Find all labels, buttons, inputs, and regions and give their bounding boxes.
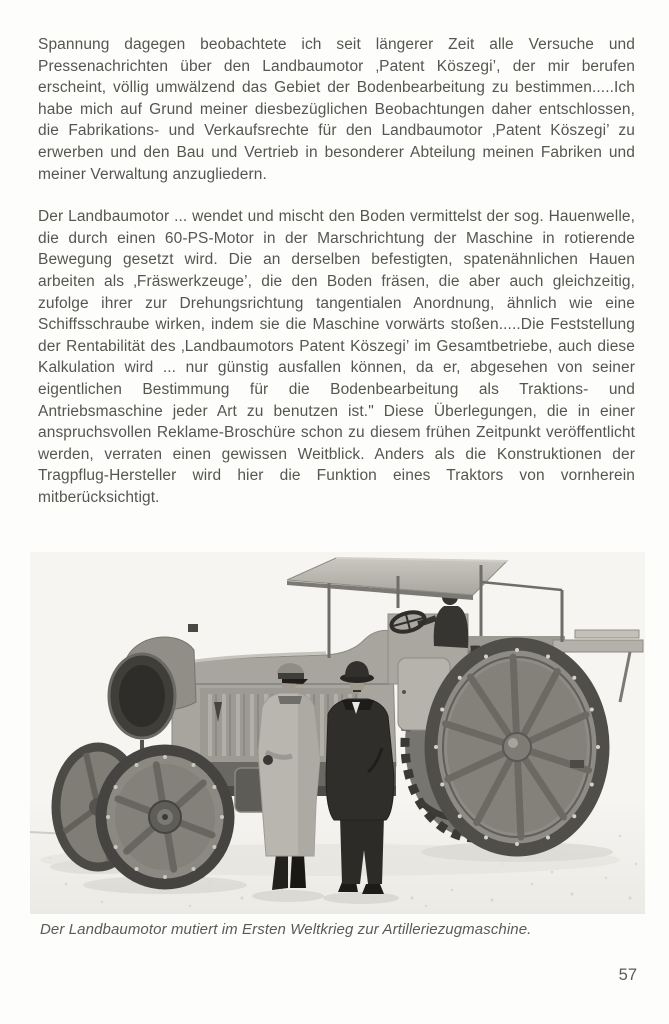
photo-figure <box>30 552 645 914</box>
paragraph-1: Spannung dagegen beobachtete ich seit längerer Zeit alle Versuche und Pressenachrichten über den Landbaumotor ‚Patent Köszegi’, der mir berufen erscheint, völlig umwälzend das Gebiet der Bodenbearbeitung zu bestimmen.....Ich habe mich auf Grund meiner diesbezüglichen Beobachtungen daher entschlossen, die Fabrikations- und Verkaufsrechte für den Landbaumotor ‚Patent Köszegi’ zu erwerben und den Bau und Vertrieb in besonderer Abteilung meinen Fabriken und meiner Verwaltung anzugliedern. <box>38 36 635 183</box>
tractor-photo <box>30 552 645 914</box>
body-text <box>38 34 635 529</box>
near-front-wheel <box>101 750 229 884</box>
rear-wheel <box>431 644 603 850</box>
paragraph-2: Der Landbaumotor ... wendet und mischt den Boden vermittelst der sog. Hauenwelle, die durch einen 60-PS-Motor in der Marschrichtung der Maschine in rotierende Bewegung gesetzt wird. Die an derselben befestigten, spatenähnlichen Hauen arbeiten als ‚Fräswerkzeuge’, die den Boden fräsen, die aber auch gleichzeitig, zufolge ihrer zur Drehungsrichtung tangentialen Anordnung, ähnlich wie eine Schiffsschraube wirken, indem sie die Maschine vorwärts stoßen.....Die Feststellung der Rentabilität des ‚Landbaumotors Patent Köszegi’ im Gesamtbetriebe, auch diese Kalkulation wird ... nur günstig ausfallen können, da er, abgesehen von seiner eigentlichen Bestimmung für die Bodenbearbeitung als Traktions- und Antriebsmaschine jeder Art zu benutzen ist." Diese Überlegungen, die in einer anspruchsvollen Reklame-Broschüre schon zu diesem frühen Zeitpunkt veröffentlicht werden, verraten einen gewissen Weitblick. Anders als die Konstruktionen der Tragpflug-Hersteller wird hier die Funktion eines Traktors von vornherein mitberücksichtigt. <box>38 208 635 506</box>
page-number: 57 <box>618 966 637 984</box>
front-wheels <box>56 747 229 884</box>
hood-cap <box>188 624 198 632</box>
figure-caption: Der Landbaumotor mutiert im Ersten Weltkrieg zur Artilleriezugmaschine. <box>40 921 532 938</box>
